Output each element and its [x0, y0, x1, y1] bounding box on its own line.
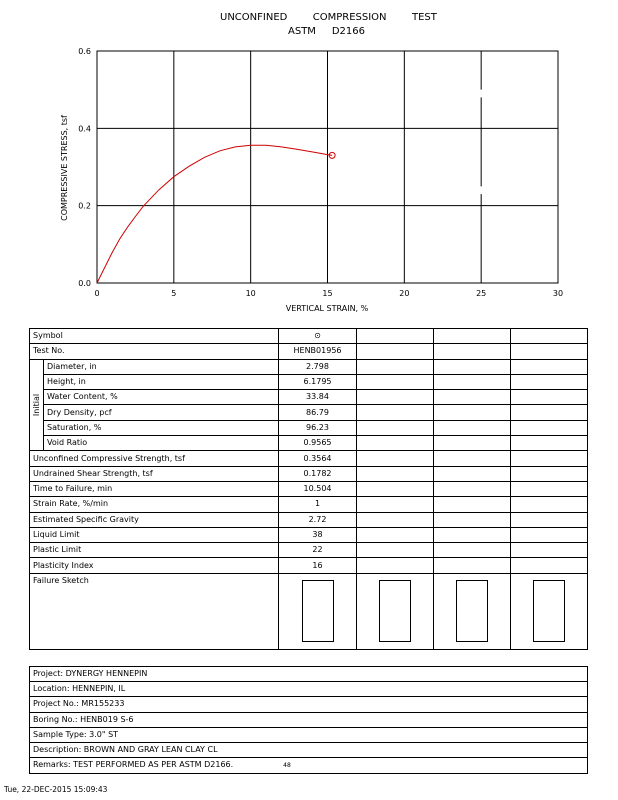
row-label: Strain Rate, %/min	[30, 497, 279, 512]
row-label: Undrained Shear Strength, tsf	[30, 466, 279, 481]
row-value: 0.9565	[279, 436, 356, 451]
table-row	[30, 527, 588, 542]
row-label: Liquid Limit	[30, 527, 279, 542]
table-row	[30, 451, 588, 466]
x-tick-label: 10	[245, 289, 256, 298]
table-row	[30, 481, 588, 496]
stress-strain-chart	[0, 0, 618, 320]
table-row	[30, 359, 588, 374]
x-tick-label: 30	[552, 289, 564, 298]
failure-sketch-row	[30, 573, 588, 649]
row-label: Estimated Specific Gravity	[30, 512, 279, 527]
timestamp: Tue, 22-DEC-2015 15:09:43	[4, 785, 108, 794]
row-value: 6.1795	[279, 374, 356, 389]
failure-sketch-box	[379, 580, 411, 642]
row-value: 2.72	[279, 512, 356, 527]
table-row	[30, 420, 588, 435]
row-value: 96.23	[279, 420, 356, 435]
y-axis-label: COMPRESSIVE STRESS, tsf	[60, 115, 69, 221]
row-value: 86.79	[279, 405, 356, 420]
failure-sketch-box	[302, 580, 334, 642]
sample-description: Description: BROWN AND GRAY LEAN CLAY CL	[30, 742, 588, 757]
initial-group-label: Initial	[30, 359, 44, 451]
test-no-value: HENB01956	[279, 344, 356, 359]
row-value: 33.84	[279, 390, 356, 405]
row-label: Plastic Limit	[30, 543, 279, 558]
x-tick-label: 15	[322, 289, 333, 298]
test-no-label: Test No.	[30, 344, 279, 359]
project-number: Project No.: MR155233	[30, 697, 588, 712]
row-label: Water Content, %	[44, 390, 279, 405]
test-no-row	[30, 344, 588, 359]
row-label: Dry Density, pcf	[44, 405, 279, 420]
y-tick-label: 0.2	[78, 201, 91, 211]
chart-series	[97, 145, 335, 283]
failure-sketch-box	[456, 580, 488, 642]
table-row	[30, 466, 588, 481]
row-value: 0.1782	[279, 466, 356, 481]
y-tick-label: 0.4	[78, 124, 91, 134]
x-tick-label: 25	[476, 289, 487, 298]
table-row	[30, 390, 588, 405]
project-info-table	[29, 666, 588, 774]
table-row	[30, 436, 588, 451]
failure-sketch-label: Failure Sketch	[30, 573, 279, 649]
table-row	[30, 512, 588, 527]
chart-subtitle: ASTM D2166	[288, 26, 365, 37]
row-label: Saturation, %	[44, 420, 279, 435]
row-value: 2.798	[279, 359, 356, 374]
y-tick-label: 0.6	[78, 47, 91, 56]
x-tick-label: 5	[171, 289, 177, 298]
sample-type: Sample Type: 3.0" ST	[30, 727, 588, 742]
stress-strain-curve	[97, 145, 332, 283]
row-label: Height, in	[44, 374, 279, 389]
x-tick-label: 0	[94, 289, 100, 298]
symbol-label: Symbol	[30, 329, 279, 344]
chart-grid	[97, 51, 558, 283]
symbol-row	[30, 329, 588, 344]
x-tick-label: 20	[399, 289, 410, 298]
row-value: 16	[279, 558, 356, 573]
x-axis-label: VERTICAL STRAIN, %	[285, 304, 369, 313]
remarks: Remarks: TEST PERFORMED AS PER ASTM D2166. 48	[30, 758, 588, 774]
row-value: 38	[279, 527, 356, 542]
table-row	[30, 543, 588, 558]
boring-number: Boring No.: HENB019 S-6	[30, 712, 588, 727]
table-row	[30, 558, 588, 573]
row-label: Void Ratio	[44, 436, 279, 451]
y-tick-label: 0.0	[78, 279, 91, 288]
row-label: Time to Failure, min	[30, 481, 279, 496]
project-name: Project: DYNERGY HENNEPIN	[30, 667, 588, 682]
table-row	[30, 374, 588, 389]
table-row	[30, 405, 588, 420]
remarks-mark: 48	[283, 762, 291, 770]
table-row	[30, 497, 588, 512]
properties-table	[29, 328, 588, 650]
row-value: 1	[279, 497, 356, 512]
row-label: Diameter, in	[44, 359, 279, 374]
project-location: Location: HENNEPIN, IL	[30, 682, 588, 697]
row-label: Unconfined Compressive Strength, tsf	[30, 451, 279, 466]
row-value: 0.3564	[279, 451, 356, 466]
failure-sketch-box	[533, 580, 565, 642]
row-value: 10.504	[279, 481, 356, 496]
row-value: 22	[279, 543, 356, 558]
chart-title: UNCONFINED COMPRESSION TEST	[220, 12, 437, 23]
row-label: Plasticity Index	[30, 558, 279, 573]
chart-tick-labels	[78, 47, 563, 298]
symbol-value: ⊙	[279, 329, 356, 344]
